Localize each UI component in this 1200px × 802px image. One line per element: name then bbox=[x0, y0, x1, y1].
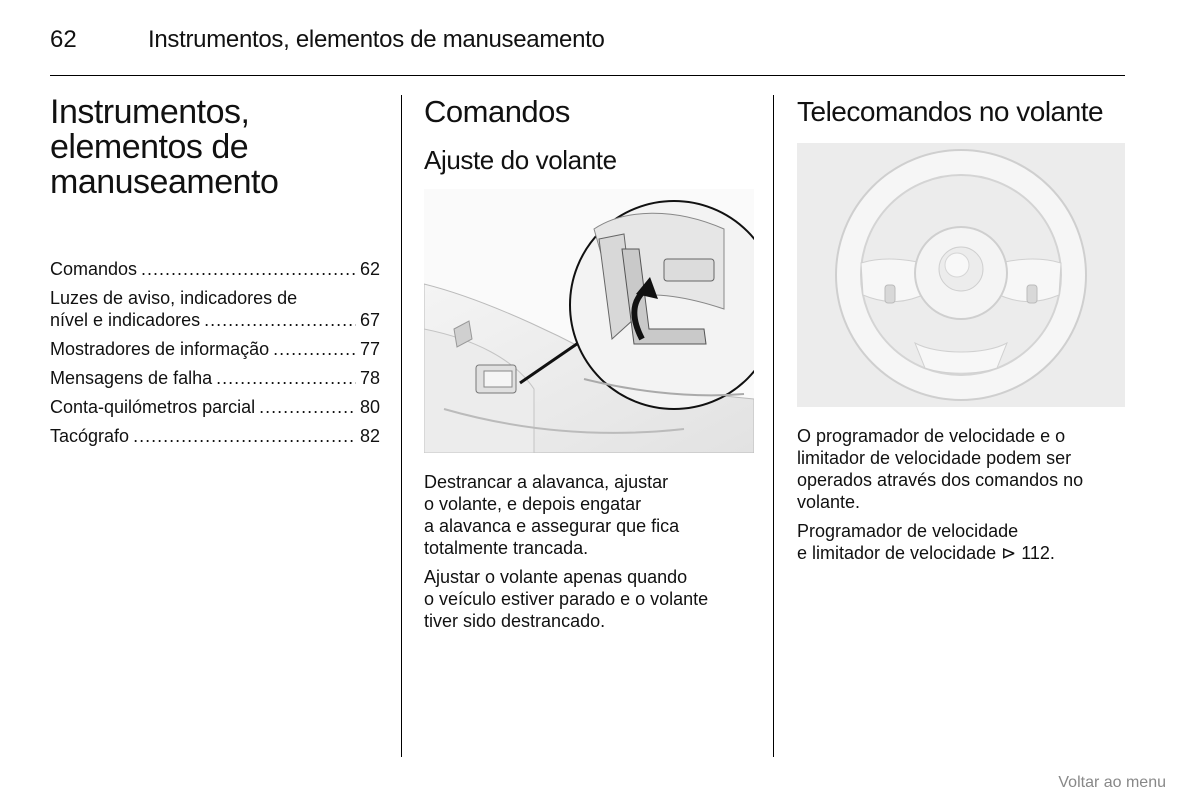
paragraph: Destrancar a alavanca, ajustar o volante, e depois engatar a alavanca e assegurar que fica totalmente trancada. bbox=[424, 472, 680, 558]
back-to-menu-link[interactable]: Voltar ao menu bbox=[1058, 774, 1166, 791]
lever-diagram bbox=[424, 189, 754, 453]
header-divider bbox=[50, 75, 1125, 76]
toc-page-number: 82 bbox=[359, 426, 380, 446]
toc-item-mostradores[interactable]: Mostradores de informação ..... 77 bbox=[50, 338, 380, 360]
steering-adjust-lever-illustration bbox=[424, 189, 754, 453]
toc-page-number: 77 bbox=[359, 339, 380, 359]
comandos-text bbox=[424, 471, 754, 632]
table-of-contents bbox=[50, 258, 380, 447]
toc-page-number: 80 bbox=[359, 397, 380, 417]
steering-wheel-icon bbox=[797, 143, 1125, 407]
toc-item-conta-quilometros[interactable]: Conta-quilómetros parcial ..... 80 bbox=[50, 396, 380, 418]
paragraph: Ajustar o volante apenas quando o veículo estiver parado e o volante tiver sido destrancado. bbox=[424, 567, 709, 631]
chapter-column bbox=[50, 95, 380, 454]
toc-item-tacografo[interactable]: Tacógrafo ..... 82 bbox=[50, 425, 380, 447]
subsection-title-ajuste-do-volante: Ajuste do volante bbox=[424, 145, 617, 175]
toc-page-number: 67 bbox=[359, 310, 380, 330]
comandos-column bbox=[424, 95, 754, 639]
cross-reference-link[interactable]: e limitador de velocidade ⊳ 112. bbox=[797, 543, 1055, 563]
page-number: 62 bbox=[50, 26, 77, 53]
steering-wheel-illustration bbox=[797, 143, 1125, 407]
paragraph: O programador de velocidade e o limitador de velocidade podem ser operados através dos comandos no volante. bbox=[797, 426, 1084, 512]
column-divider-2 bbox=[773, 95, 774, 757]
running-title: Instrumentos, elementos de manuseamento bbox=[148, 26, 605, 53]
telecomandos-column bbox=[797, 95, 1127, 571]
column-divider-1 bbox=[401, 95, 402, 757]
chapter-title: Instrumentos, elementos de manuseamento bbox=[50, 93, 279, 201]
section-title-telecomandos: Telecomandos no volante bbox=[797, 96, 1104, 127]
toc-page-number: 62 bbox=[359, 259, 380, 279]
section-title-comandos: Comandos bbox=[424, 94, 570, 129]
paragraph: Programador de velocidade e limitador de velocidade ⊳ 112. bbox=[797, 521, 1055, 563]
toc-page-number: 78 bbox=[359, 368, 380, 388]
toc-item-comandos[interactable]: Comandos ..... 62 bbox=[50, 258, 380, 280]
toc-item-luzes-de-aviso[interactable]: Luzes de aviso, indicadores de nível e indicadores ..... 67 bbox=[50, 287, 380, 331]
toc-item-mensagens-de-falha[interactable]: Mensagens de falha ..... 78 bbox=[50, 367, 380, 389]
telecomandos-text bbox=[797, 425, 1127, 564]
